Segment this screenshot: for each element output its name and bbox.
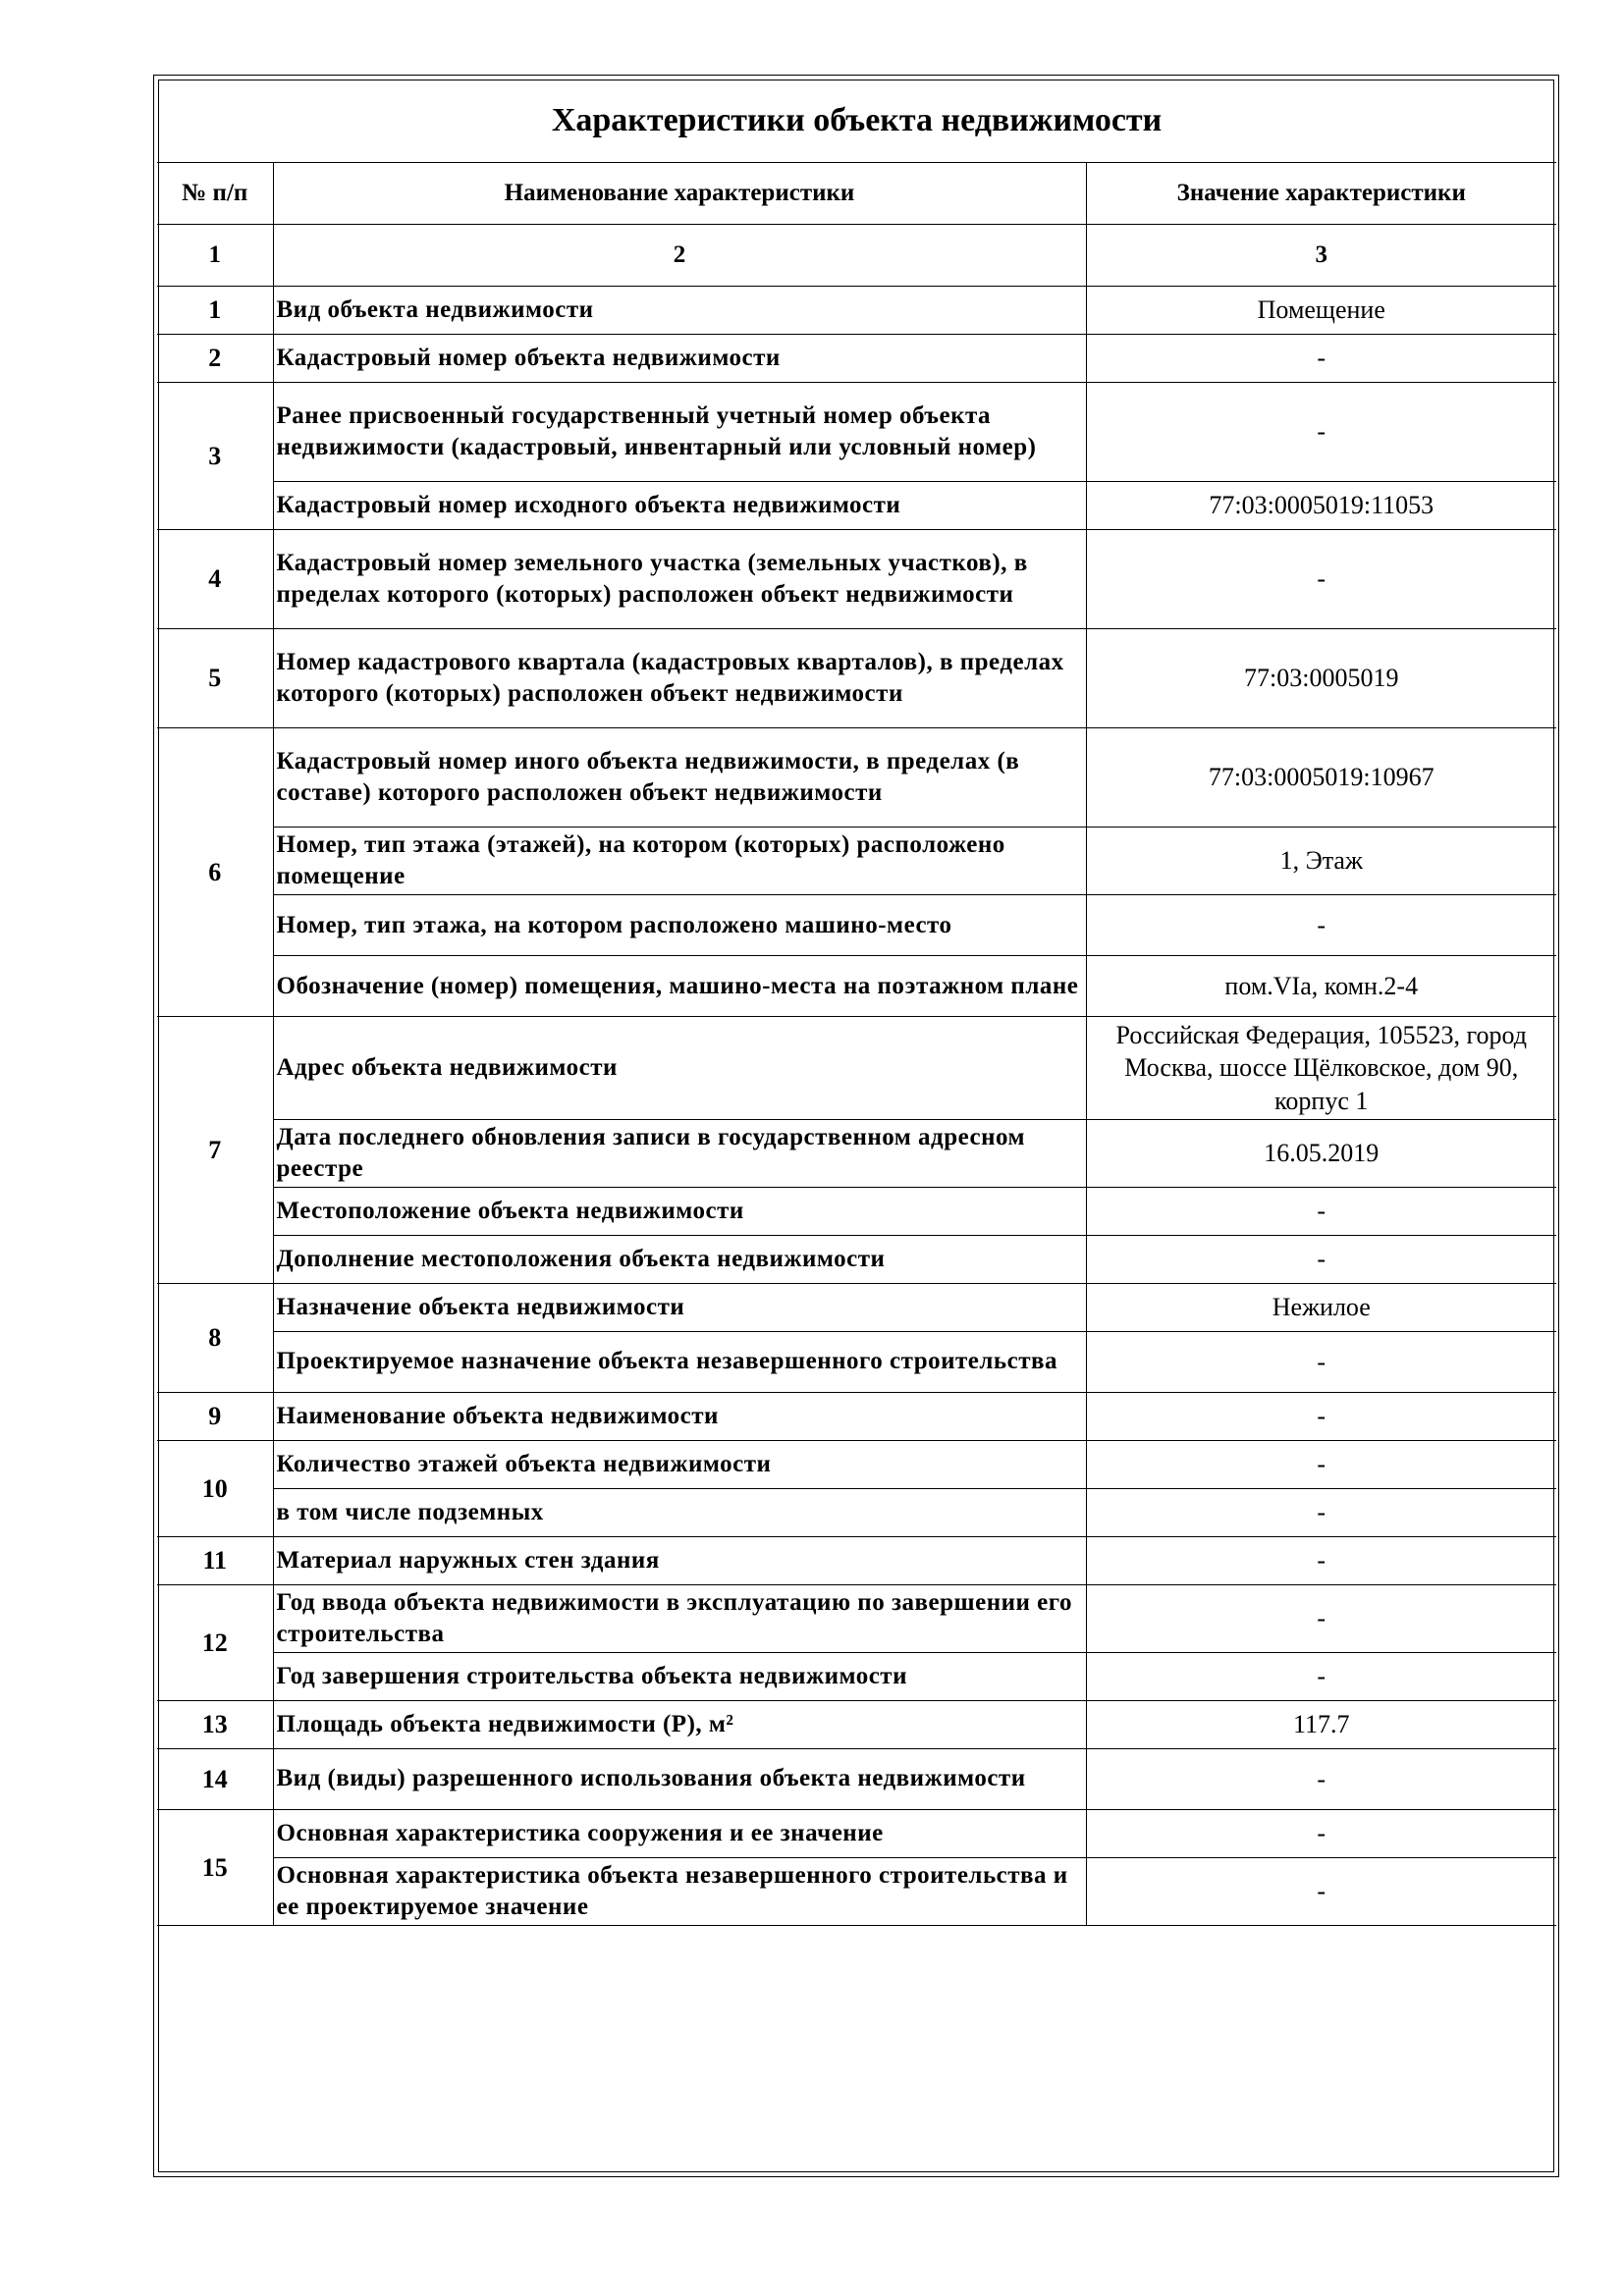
characteristic-name: Адрес объекта недвижимости xyxy=(273,1017,1086,1120)
characteristics-table xyxy=(157,79,1556,1993)
characteristic-name: Год ввода объекта недвижимости в эксплуатацию по завершении его строительства xyxy=(273,1584,1086,1652)
characteristic-value: - xyxy=(1086,335,1556,383)
characteristic-row xyxy=(157,1652,1556,1700)
characteristic-row xyxy=(157,530,1556,629)
row-number: 2 xyxy=(157,335,273,383)
characteristic-name: Основная характеристика сооружения и ее значение xyxy=(273,1809,1086,1857)
column-number-2: 2 xyxy=(273,225,1086,287)
characteristic-name: Номер кадастрового квартала (кадастровых кварталов), в пределах которого (которых) расположен объект недвижимости xyxy=(273,629,1086,728)
characteristic-name: Номер, тип этажа (этажей), на котором (которых) расположено помещение xyxy=(273,828,1086,895)
characteristic-value: - xyxy=(1086,1584,1556,1652)
empty-footer-cell xyxy=(157,1925,1556,1993)
characteristic-value: - xyxy=(1086,1187,1556,1235)
characteristic-value: - xyxy=(1086,1331,1556,1392)
characteristic-value: - xyxy=(1086,1488,1556,1536)
characteristic-value: Российская Федерация, 105523, город Москва, шоссе Щёлковское, дом 90, корпус 1 xyxy=(1086,1017,1556,1120)
characteristic-value: - xyxy=(1086,1809,1556,1857)
row-number: 1 xyxy=(157,287,273,335)
characteristic-value: 117.7 xyxy=(1086,1700,1556,1748)
characteristic-row xyxy=(157,482,1556,530)
characteristic-name: Основная характеристика объекта незавершенного строительства и ее проектируемое значение xyxy=(273,1857,1086,1925)
characteristic-row xyxy=(157,1857,1556,1925)
characteristic-name: Наименование объекта недвижимости xyxy=(273,1392,1086,1440)
characteristic-value: - xyxy=(1086,1857,1556,1925)
characteristic-name: Местоположение объекта недвижимости xyxy=(273,1187,1086,1235)
row-number: 10 xyxy=(157,1440,273,1536)
row-number: 15 xyxy=(157,1809,273,1925)
characteristic-row xyxy=(157,1809,1556,1857)
characteristic-name: Дополнение местоположения объекта недвижимости xyxy=(273,1235,1086,1283)
characteristic-name: Площадь объекта недвижимости (Р), м² xyxy=(273,1700,1086,1748)
characteristic-row xyxy=(157,1488,1556,1536)
characteristic-row xyxy=(157,895,1556,956)
characteristic-row xyxy=(157,335,1556,383)
characteristic-value: пом.VIа, комн.2-4 xyxy=(1086,956,1556,1017)
characteristic-row xyxy=(157,828,1556,895)
characteristic-name: Кадастровый номер иного объекта недвижимости, в пределах (в составе) которого расположен объект недвижимости xyxy=(273,728,1086,828)
characteristic-name: Вид (виды) разрешенного использования объекта недвижимости xyxy=(273,1748,1086,1809)
row-number: 11 xyxy=(157,1536,273,1584)
row-number: 3 xyxy=(157,383,273,530)
characteristic-name: Кадастровый номер земельного участка (земельных участков), в пределах которого (которых) расположен объект недвижимости xyxy=(273,530,1086,629)
header-name: Наименование характеристики xyxy=(273,163,1086,225)
characteristic-row xyxy=(157,1536,1556,1584)
header-row xyxy=(157,163,1556,225)
characteristic-row xyxy=(157,1584,1556,1652)
characteristic-value: 77:03:0005019 xyxy=(1086,629,1556,728)
characteristic-row xyxy=(157,1017,1556,1120)
column-number-3: 3 xyxy=(1086,225,1556,287)
characteristic-value: 77:03:0005019:11053 xyxy=(1086,482,1556,530)
characteristic-name: Количество этажей объекта недвижимости xyxy=(273,1440,1086,1488)
characteristic-name: Номер, тип этажа, на котором расположено машино-место xyxy=(273,895,1086,956)
characteristic-name: Обозначение (номер) помещения, машино-места на поэтажном плане xyxy=(273,956,1086,1017)
characteristic-row xyxy=(157,1187,1556,1235)
characteristic-value: Нежилое xyxy=(1086,1283,1556,1331)
characteristic-name: Вид объекта недвижимости xyxy=(273,287,1086,335)
row-number: 13 xyxy=(157,1700,273,1748)
characteristic-row xyxy=(157,1283,1556,1331)
characteristic-row xyxy=(157,383,1556,482)
characteristic-value: Помещение xyxy=(1086,287,1556,335)
title-row xyxy=(157,79,1556,163)
characteristic-row xyxy=(157,1235,1556,1283)
characteristic-value: - xyxy=(1086,1392,1556,1440)
characteristic-name: Год завершения строительства объекта недвижимости xyxy=(273,1652,1086,1700)
characteristic-row xyxy=(157,1440,1556,1488)
document-title: Характеристики объекта недвижимости xyxy=(157,79,1556,163)
column-number-row xyxy=(157,225,1556,287)
header-value: Значение характеристики xyxy=(1086,163,1556,225)
characteristic-value: - xyxy=(1086,1652,1556,1700)
column-number-1: 1 xyxy=(157,225,273,287)
row-number: 9 xyxy=(157,1392,273,1440)
characteristic-row xyxy=(157,1119,1556,1187)
characteristic-row xyxy=(157,1331,1556,1392)
characteristic-row xyxy=(157,956,1556,1017)
row-number: 5 xyxy=(157,629,273,728)
characteristic-name: Ранее присвоенный государственный учетный номер объекта недвижимости (кадастровый, инвентарный или условный номер) xyxy=(273,383,1086,482)
row-number: 6 xyxy=(157,728,273,1017)
characteristic-name: Кадастровый номер объекта недвижимости xyxy=(273,335,1086,383)
characteristic-name: Дата последнего обновления записи в государственном адресном реестре xyxy=(273,1119,1086,1187)
characteristic-value: - xyxy=(1086,895,1556,956)
characteristic-name: Материал наружных стен здания xyxy=(273,1536,1086,1584)
characteristic-value: - xyxy=(1086,1440,1556,1488)
characteristic-row xyxy=(157,728,1556,828)
characteristic-name: Назначение объекта недвижимости xyxy=(273,1283,1086,1331)
header-num: № п/п xyxy=(157,163,273,225)
characteristic-name: Проектируемое назначение объекта незавершенного строительства xyxy=(273,1331,1086,1392)
footer-row xyxy=(157,1925,1556,1993)
characteristic-value: - xyxy=(1086,530,1556,629)
characteristic-row xyxy=(157,1748,1556,1809)
row-number: 12 xyxy=(157,1584,273,1700)
row-number: 7 xyxy=(157,1017,273,1284)
characteristic-value: 1, Этаж xyxy=(1086,828,1556,895)
characteristic-row xyxy=(157,287,1556,335)
characteristic-value: - xyxy=(1086,383,1556,482)
characteristic-row xyxy=(157,1700,1556,1748)
characteristic-value: 77:03:0005019:10967 xyxy=(1086,728,1556,828)
characteristic-value: - xyxy=(1086,1536,1556,1584)
characteristic-row xyxy=(157,629,1556,728)
characteristic-value: - xyxy=(1086,1235,1556,1283)
characteristic-value: 16.05.2019 xyxy=(1086,1119,1556,1187)
characteristic-row xyxy=(157,1392,1556,1440)
row-number: 14 xyxy=(157,1748,273,1809)
characteristic-value: - xyxy=(1086,1748,1556,1809)
row-number: 4 xyxy=(157,530,273,629)
row-number: 8 xyxy=(157,1283,273,1392)
characteristic-name: Кадастровый номер исходного объекта недвижимости xyxy=(273,482,1086,530)
characteristic-name: в том числе подземных xyxy=(273,1488,1086,1536)
